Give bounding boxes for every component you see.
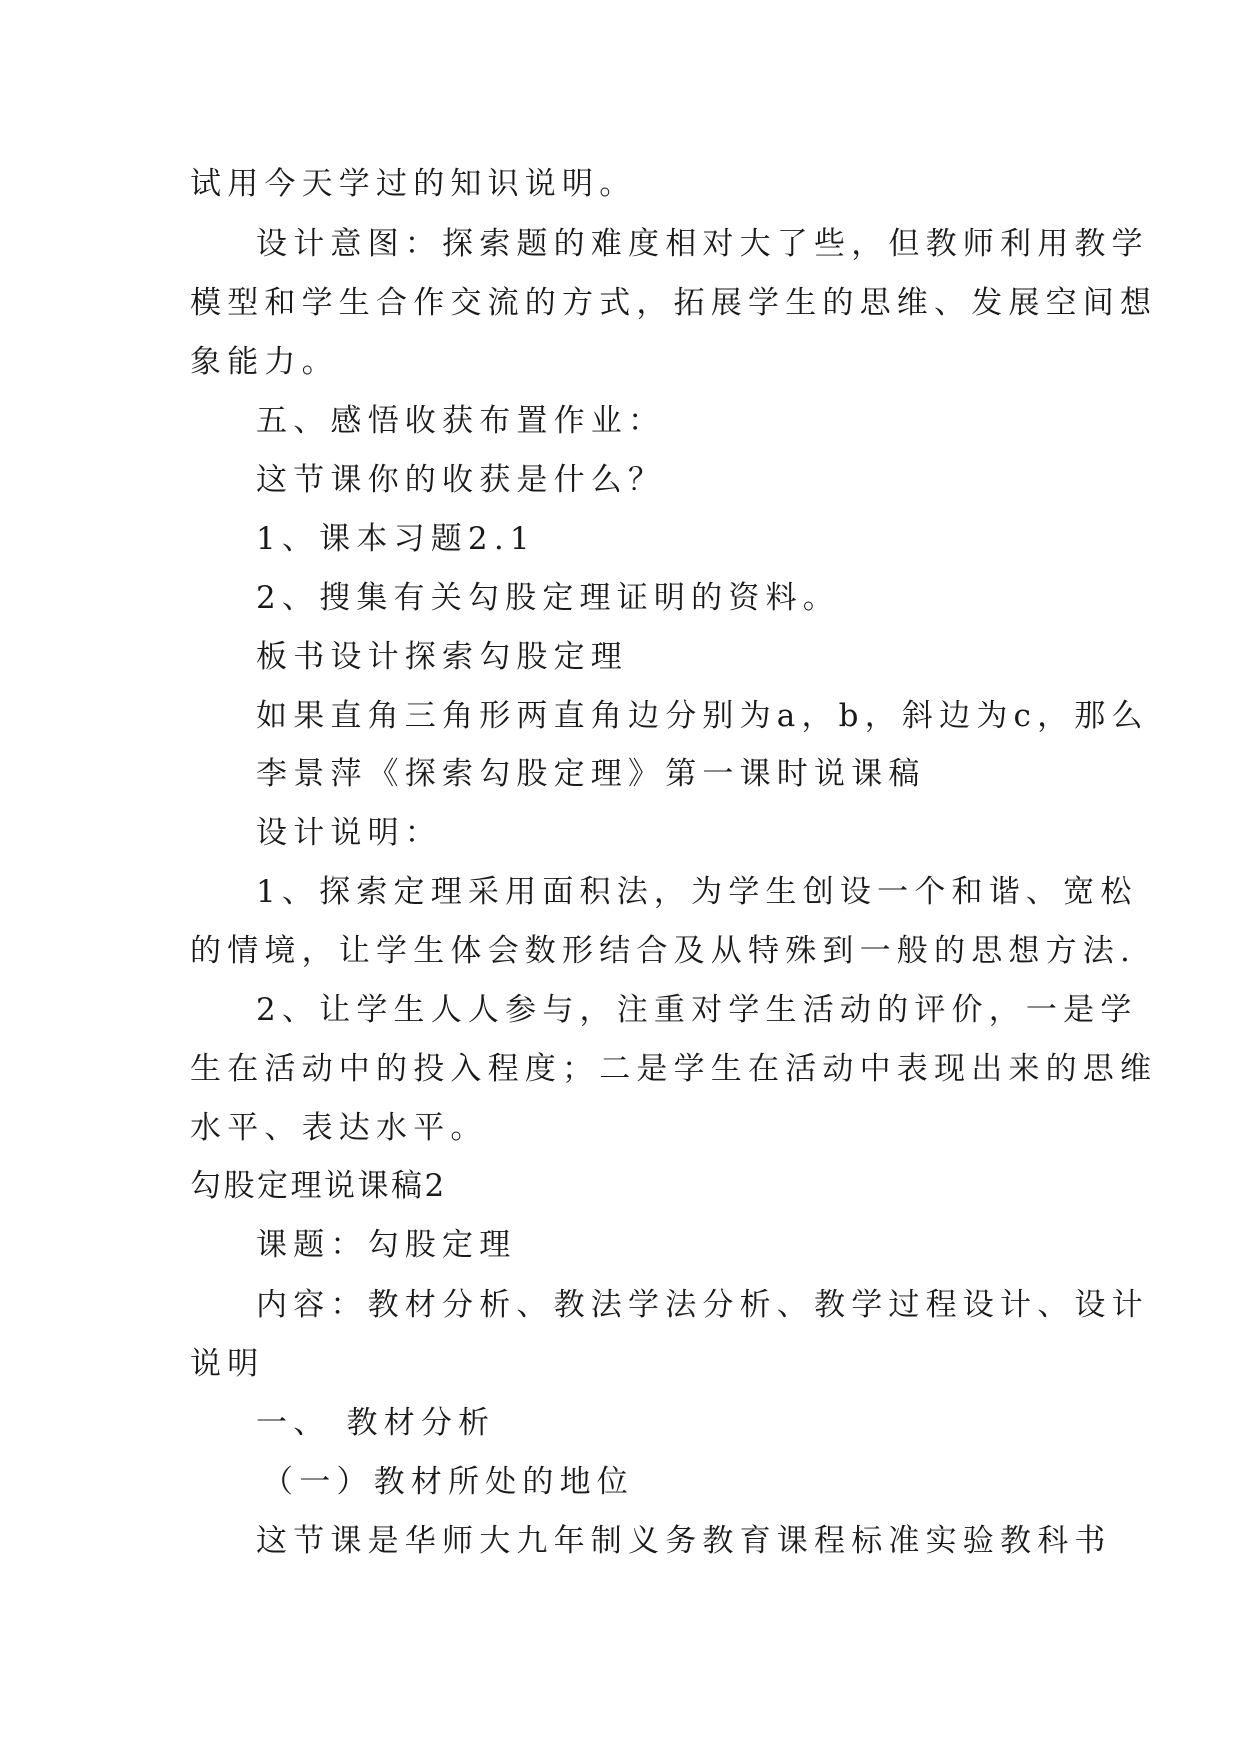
text-line: 的情境，让学生体会数形结合及从特殊到一般的思想方法. xyxy=(190,933,1137,969)
text-line: 说明 xyxy=(190,1346,265,1382)
text-line: 象能力。 xyxy=(190,344,339,380)
text-line: 李景萍《探索勾股定理》第一课时说课稿 xyxy=(256,756,926,792)
section-heading: 一、 教材分析 xyxy=(256,1405,496,1441)
text-line: 生在活动中的投入程度；二是学生在活动中表现出来的思维 xyxy=(190,1051,1158,1087)
document-title: 勾股定理说课稿2 xyxy=(190,1168,447,1204)
text-line: 设计意图：探索题的难度相对大了些，但教师利用教学 xyxy=(256,226,1149,262)
text-line: 设计说明： xyxy=(256,815,442,851)
list-item: 2、让学生人人参与，注重对学生活动的评价，一是学 xyxy=(256,992,1138,1028)
text-line: 这节课是华师大九年制义务教育课程标准实验教科书 xyxy=(256,1523,1112,1559)
text-line: 这节课你的收获是什么？ xyxy=(256,462,666,498)
text-line: 课题：勾股定理 xyxy=(256,1227,517,1263)
text-line: 板书设计探索勾股定理 xyxy=(256,639,628,675)
section-heading: 五、感悟收获布置作业： xyxy=(256,403,666,439)
list-item: 1、课本习题2.1 xyxy=(256,521,536,557)
text-line: 试用今天学过的知识说明。 xyxy=(190,166,637,202)
text-line: 模型和学生合作交流的方式，拓展学生的思维、发展空间想 xyxy=(190,285,1158,321)
text-line: 内容：教材分析、教法学法分析、教学过程设计、设计 xyxy=(256,1287,1149,1323)
subsection-heading: （一）教材所处的地位 xyxy=(262,1464,634,1500)
text-line: 如果直角三角形两直角边分别为a，b，斜边为c，那么 xyxy=(256,698,1149,734)
list-item: 2、搜集有关勾股定理证明的资料。 xyxy=(256,580,840,616)
list-item: 1、探索定理采用面积法，为学生创设一个和谐、宽松 xyxy=(256,874,1138,910)
text-line: 水平、表达水平。 xyxy=(190,1110,488,1146)
